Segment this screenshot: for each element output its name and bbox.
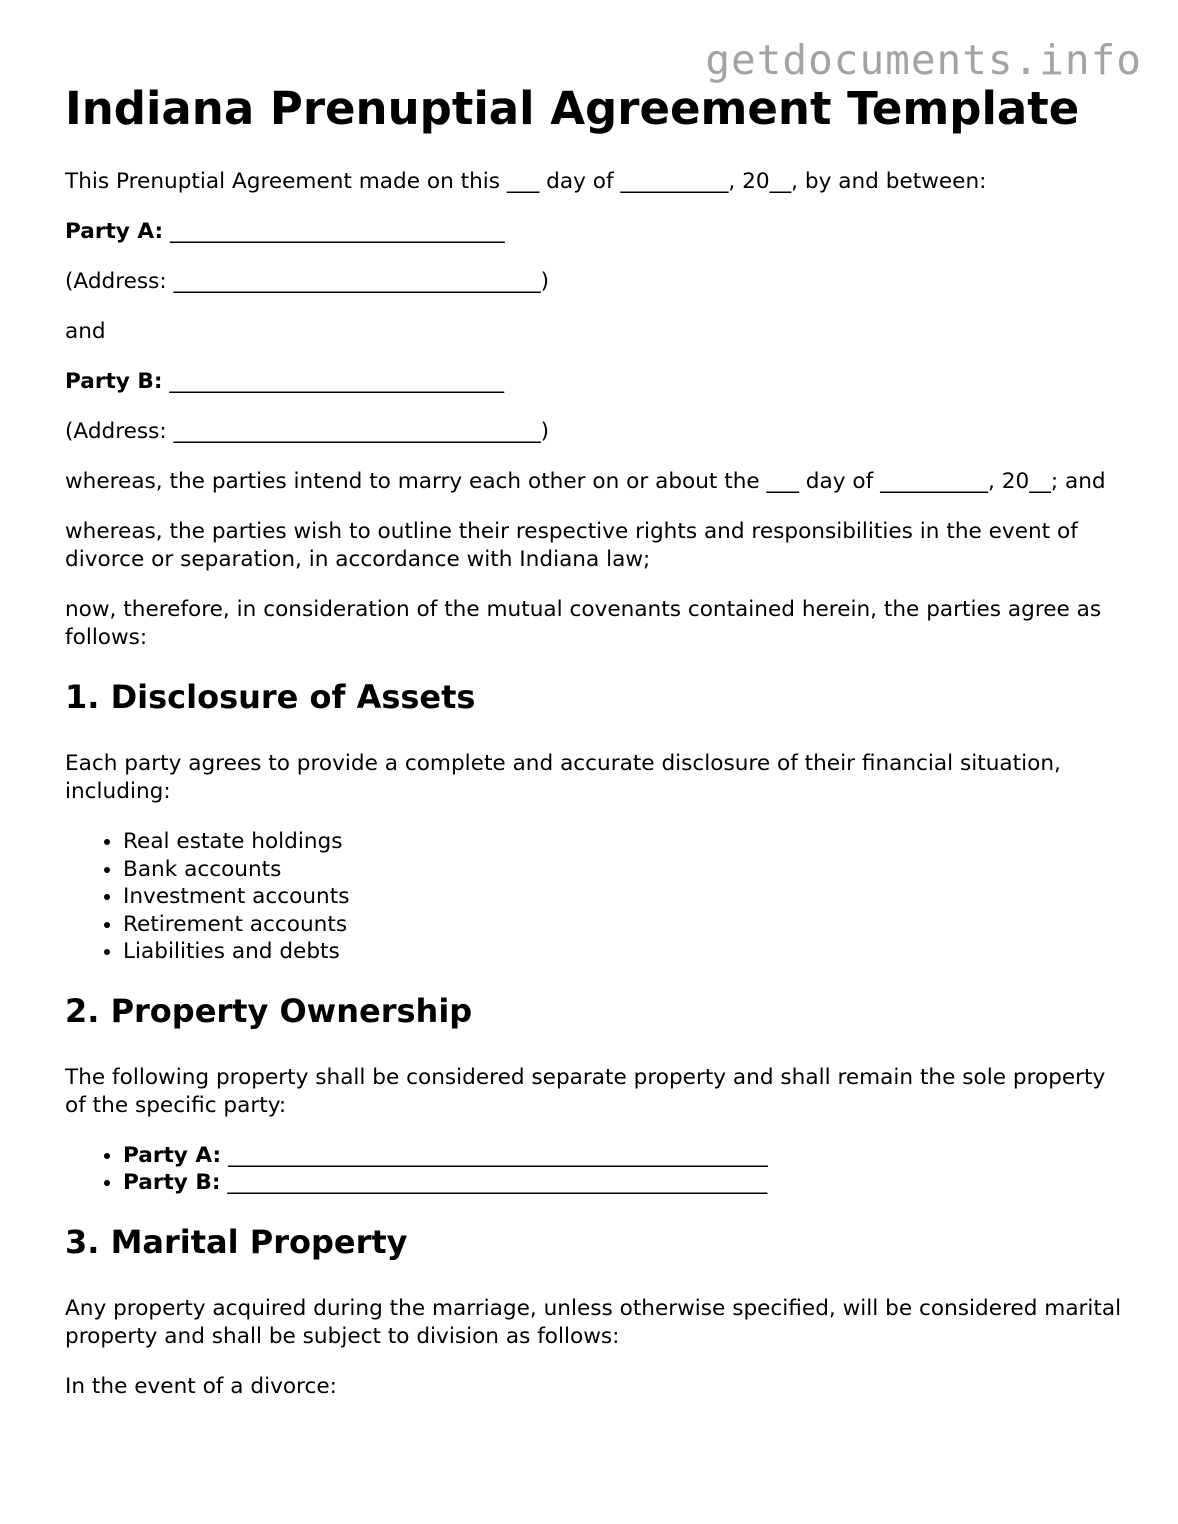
and-text: and (65, 319, 106, 344)
document-title: Indiana Prenuptial Agreement Template (65, 82, 1080, 135)
intro-paragraph: This Prenuptial Agreement made on this ___ day of __________, 20__, by and between: (65, 169, 987, 194)
whereas-rights: whereas, the parties wish to outline their respective rights and responsibilities in the event of divorce or separation, in accordance with Indiana law; (65, 519, 1078, 572)
section-3-text: Any property acquired during the marriage, unless otherwise specified, will be considered marital property and shall be subject to division as follows: (65, 1295, 1122, 1349)
list-item: • Bank accounts (123, 856, 1125, 884)
party-a-address: (Address: __________________________________) (65, 269, 550, 294)
party-b-line (65, 368, 1125, 396)
party-a-line (65, 218, 1125, 246)
section-1-heading: 1. Disclosure of Assets (65, 678, 476, 716)
party-b-blank: __________________________________________________ (220, 1170, 768, 1195)
section-3-heading: 3. Marital Property (65, 1222, 408, 1261)
party-a-label: Party A: (65, 219, 164, 244)
section-2-text: The following property shall be considered separate property and shall remain the sole property of the specific party: (65, 1064, 1106, 1118)
separate-property-list (65, 1142, 1125, 1197)
list-item (123, 1142, 1125, 1170)
whereas-marriage: whereas, the parties intend to marry each other on or about the ___ day of __________, 20__; and (65, 469, 1106, 494)
list-item: • Retirement accounts (123, 911, 1125, 939)
watermark: getdocuments.info (705, 36, 1142, 84)
list-item: • Liabilities and debts (123, 938, 1125, 966)
list-item: • Investment accounts (123, 883, 1125, 911)
party-a-blank: __________________________________________________ (221, 1142, 768, 1168)
document-body (65, 82, 1125, 1423)
now-therefore: now, therefore, in consideration of the mutual covenants contained herein, the parties agree as follows: (65, 597, 1102, 650)
party-b-blank: _______________________________ (162, 369, 505, 394)
list-item: • Real estate holdings (123, 828, 1125, 856)
party-a-blank: _______________________________ (163, 219, 505, 244)
section-1-text: Each party agrees to provide a complete and accurate disclosure of their financial situation, including: (65, 751, 1061, 804)
list-item (123, 1169, 1125, 1197)
party-a-label: Party A: (123, 1142, 222, 1168)
section-3-divorce-text: In the event of a divorce: (65, 1373, 337, 1399)
section-2-heading: 2. Property Ownership (65, 991, 473, 1030)
party-b-address: (Address: __________________________________) (65, 419, 550, 444)
party-b-label: Party B: (65, 369, 163, 394)
asset-list (65, 828, 1125, 966)
party-b-label: Party B: (123, 1170, 221, 1195)
